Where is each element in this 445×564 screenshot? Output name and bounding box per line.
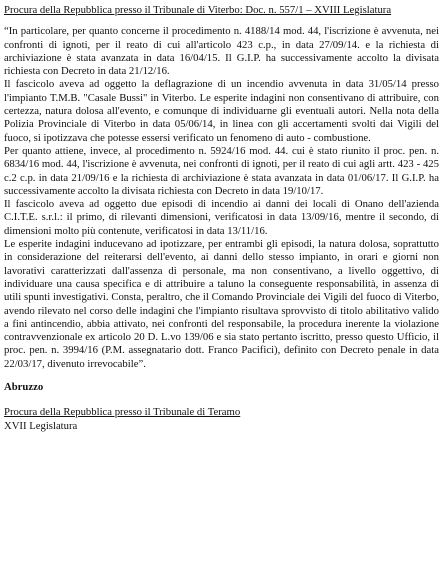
footer-legislatura: XVII Legislatura [4, 419, 78, 432]
paragraph-casale-bussi: Il fascicolo aveva ad oggetto la deflagrazione di un incendio avvenuta in data 31/05/14 presso l'impianto T.M.B. "Casale Bussi" in Viterbo. Le esperite indagini non consentivano di attribuire, con certezza, natura dolosa all'evento, e comunque di individuarne gli eventuali autori. Nella nota della Polizia Provinciale di Viterbo in data 05/06/14, in linea con gli accertamenti svolti dai Vigili del fuoco, si ipotizzava che potesse essersi verificato un fenomeno di auto - combustione. [4, 78, 439, 144]
paragraph-indagini: Le esperite indagini inducevano ad ipotizzare, per entrambi gli episodi, la natura dolosa, soprattutto in considerazione del reiterarsi dell'evento, ai danni dello stesso impianto, in orari e giorni non lavorativi caratterizzati dall'assenza di personale, ma non consentivano, a livello oggettivo, di individuare una causa specifica e di attribuire a taluno la conseguente responsabilità, in assenza di utili spunti investigativi. Consta, peraltro, che il Comando Provinciale dei Vigili del fuoco di Viterbo, avendo rilevato nel corso delle indagini che l'impianto risultava sprovvisto di titolo abilitativo valido a fini antincendio, abbia attivato, nei confronti del responsabile, la procedura inerente la violazione contravvenzionale ex articolo 20 D. L.vo 139/06 e sia stato pertanto iscritto, presso questo Ufficio, il proc. pen. n. 3994/16 (P.M. assegnatario dott. Franco Pacifici), definito con Decreto penale in data 22/03/17, divenuto irrevocabile”. [4, 238, 439, 370]
document-header: Procura della Repubblica presso il Tribunale di Viterbo: Doc. n. 557/1 – XVIII Legislatura [4, 4, 392, 16]
paragraph-cite-onano: Il fascicolo aveva ad oggetto due episodi di incendio ai danni dei locali di Onano dell'azienda C.I.T.E. s.r.l.: il primo, di rilevanti dimensioni, verificatosi in data 13/09/16, mentre il secondo, di dimensioni molto più contenute, verificatosi in data 13/11/16. [4, 198, 439, 237]
paragraph-procedimento-4188: “In particolare, per quanto concerne il procedimento n. 4188/14 mod. 44, l'iscrizione è avvenuta, nei confronti di ignoti, per il reato di cui all'articolo 423 c.p., in data 27/09/14. e la richiesta di archiviazione è stata avanzata in data 16/04/15. Il G.I.P. ha successivamente accolto la divisata richiesta con Decreto in data 21/12/16. [4, 25, 439, 78]
footer-procura-teramo: Procura della Repubblica presso il Tribunale di Teramo [4, 406, 241, 419]
section-title-abruzzo: Abruzzo [4, 381, 44, 394]
paragraph-procedimento-5924: Per quanto attiene, invece, al procedimento n. 5924/16 mod. 44. cui è stato riunito il proc. pen. n. 6834/16 mod. 44, l'iscrizione è avvenuta, nei confronti di ignoti, per il reato di cui agli artt. 423 - 425 c.2 c.p. in data 21/09/16 e la richiesta di archiviazione è stata avanzata in data 01/06/17. Il G.I.P. ha successivamente accolto la divisata richiesta con Decreto in data 19/10/17. [4, 144, 439, 197]
